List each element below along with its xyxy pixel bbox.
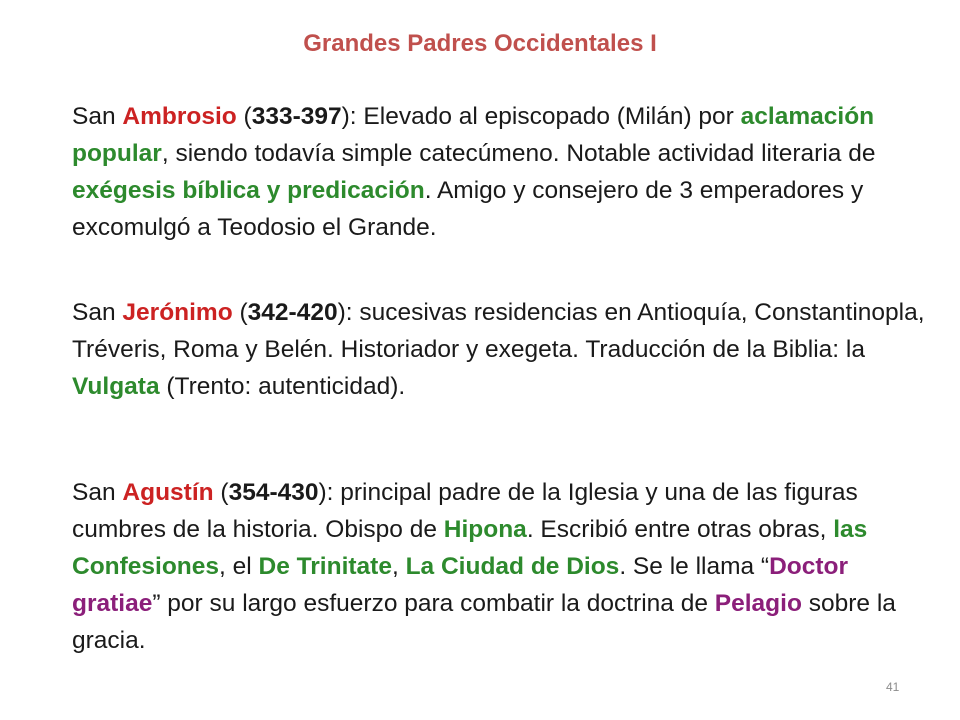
text-segment: . Se le llama “ <box>619 553 770 580</box>
paragraph-agustin <box>72 474 942 659</box>
text-segment: ( <box>232 299 248 326</box>
saint-name-agustin: Agustín <box>122 479 214 506</box>
dates-jeronimo: 342-420 <box>247 299 338 326</box>
page-number: 41 <box>886 680 900 694</box>
highlight-trinitate: De Trinitate <box>258 553 392 580</box>
text-segment: , <box>391 553 406 580</box>
text-segment: ): Elevado al episcopado (Milán) por <box>341 103 734 130</box>
text-segment: (Trento: autenticidad). <box>159 373 406 400</box>
saint-name-jeronimo: Jerónimo <box>122 299 233 326</box>
text-segment: ( <box>236 103 252 130</box>
saint-name-ambrosio: Ambrosio <box>122 103 237 130</box>
text-segment: ): principal padre de la Iglesia y una de las figuras cumbres de la historia. Obispo de <box>72 479 858 543</box>
highlight-exegesis: exégesis bíblica y predicación <box>72 177 425 204</box>
paragraph-jeronimo <box>72 294 942 405</box>
dates-agustin: 354-430 <box>228 479 319 506</box>
text-segment: , siendo todavía simple catecúmeno. Notable actividad literaria de <box>161 140 876 167</box>
highlight-ciudad-de-dios: La Ciudad de Dios <box>405 553 620 580</box>
san-label: San <box>72 479 116 506</box>
highlight-confesiones: las Confesiones <box>72 516 868 580</box>
san-label: San <box>72 103 116 130</box>
san-label: San <box>72 299 116 326</box>
text-segment: . Amigo y consejero de 3 emperadores y excomulgó a Teodosio el Grande. <box>72 177 864 241</box>
text-segment: , el <box>219 553 259 580</box>
paragraph-ambrosio <box>72 98 942 246</box>
highlight-aclamacion: aclamación popular <box>72 103 875 167</box>
highlight-pelagio: Pelagio <box>714 590 802 617</box>
highlight-hipona: Hipona <box>443 516 527 543</box>
highlight-doctor-gratiae: Doctor gratiae <box>72 553 849 617</box>
text-segment: sobre la gracia. <box>72 590 896 654</box>
slide-title: Grandes Padres Occidentales I <box>303 30 657 57</box>
text-segment: ): sucesivas residencias en Antioquía, Constantinopla, Tréveris, Roma y Belén. Historiador y exegeta. Traducción de la Biblia: la <box>72 299 925 363</box>
text-segment: ( <box>213 479 229 506</box>
text-segment: ” por su largo esfuerzo para combatir la doctrina de <box>152 590 715 617</box>
dates-ambrosio: 333-397 <box>251 103 342 130</box>
text-segment: . Escribió entre otras obras, <box>526 516 834 543</box>
highlight-vulgata: Vulgata <box>72 373 160 400</box>
